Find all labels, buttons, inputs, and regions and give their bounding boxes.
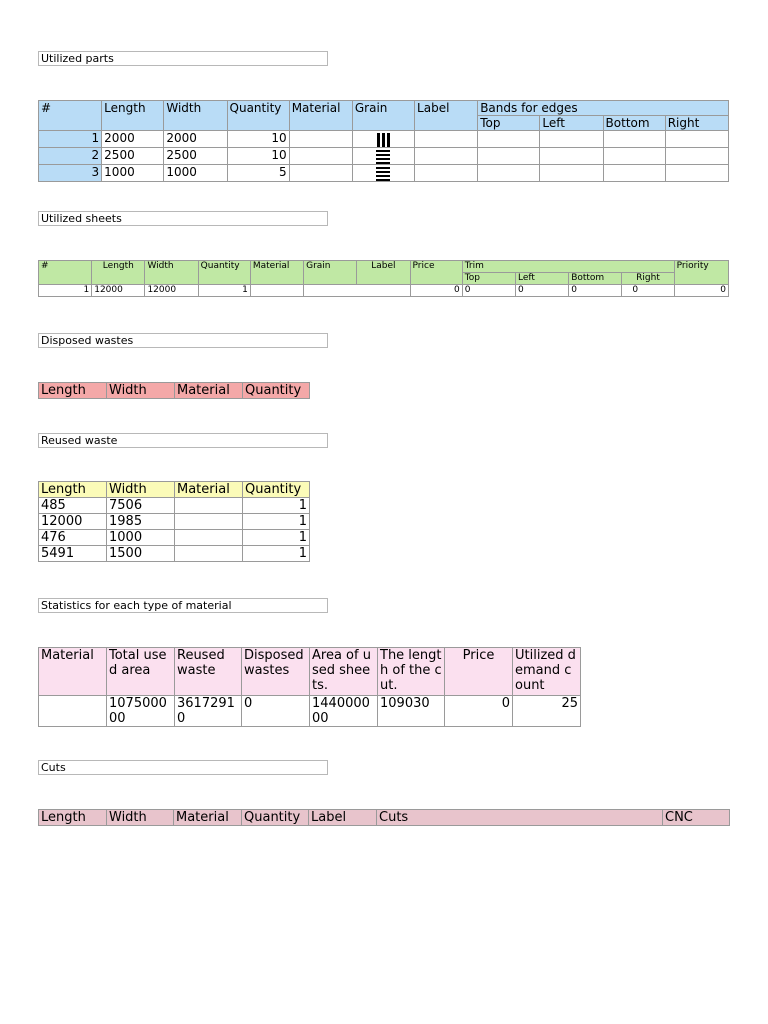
- cuts-header-material: Material: [174, 810, 242, 826]
- sheet-priority: 0: [674, 285, 728, 297]
- cuts-header-cnc: CNC: [663, 810, 730, 826]
- sheets-header-length: Length: [92, 261, 145, 285]
- part-band-left: [540, 165, 603, 182]
- part-width: 2500: [164, 148, 227, 165]
- sheets-header-label: Label: [357, 261, 410, 285]
- parts-header-quantity: Quantity: [227, 101, 289, 131]
- part-band-bottom: [603, 148, 665, 165]
- parts-row: [39, 131, 729, 148]
- sheets-header-material: Material: [250, 261, 303, 285]
- sheet-grain-label: [304, 285, 410, 297]
- part-length: 2000: [102, 131, 164, 148]
- parts-header-top: Top: [478, 116, 540, 131]
- parts-header-right: Right: [665, 116, 728, 131]
- sheets-header-top: Top: [462, 273, 515, 285]
- stats-total: 107500000: [107, 696, 175, 727]
- disposed-header-length: Length: [39, 383, 107, 399]
- stats-header-cut: The length of the cut.: [378, 648, 445, 696]
- part-length: 1000: [102, 165, 164, 182]
- sheets-header-num: #: [39, 261, 92, 285]
- reused-header-length: Length: [39, 482, 107, 498]
- stats-header-material: Material: [39, 648, 107, 696]
- sheet-trim-left: 0: [515, 285, 568, 297]
- part-material: [289, 165, 352, 182]
- parts-header-bands: Bands for edges: [478, 101, 729, 116]
- part-num: 2: [39, 148, 102, 165]
- cuts-table: [38, 809, 730, 826]
- stats-price: 0: [445, 696, 513, 727]
- part-label: [415, 148, 478, 165]
- part-num: 3: [39, 165, 102, 182]
- stats-demand: 25: [513, 696, 581, 727]
- part-band-top: [478, 165, 540, 182]
- horizontal-grain-icon: [376, 167, 390, 181]
- part-quantity: 10: [227, 131, 289, 148]
- part-grain: [352, 131, 414, 148]
- reused-width: 1500: [107, 546, 175, 562]
- sheet-trim-top: 0: [462, 285, 515, 297]
- part-material: [289, 131, 352, 148]
- reused-quantity: 1: [243, 498, 310, 514]
- section-title-sheets: Utilized sheets: [38, 211, 328, 226]
- parts-header-grain: Grain: [352, 101, 414, 131]
- cuts-header-quantity: Quantity: [242, 810, 309, 826]
- stats-area: 144000000: [310, 696, 378, 727]
- reused-length: 476: [39, 530, 107, 546]
- part-width: 2000: [164, 131, 227, 148]
- part-label: [415, 165, 478, 182]
- part-label: [415, 131, 478, 148]
- parts-header-num: #: [39, 101, 102, 131]
- section-title-parts: Utilized parts: [38, 51, 328, 66]
- parts-header-length: Length: [102, 101, 164, 131]
- stats-reused: 36172910: [175, 696, 242, 727]
- part-num: 1: [39, 131, 102, 148]
- reused-quantity: 1: [243, 546, 310, 562]
- reused-material: [175, 514, 243, 530]
- cuts-header-label: Label: [309, 810, 377, 826]
- parts-header-label: Label: [415, 101, 478, 131]
- sheets-header-price: Price: [410, 261, 462, 285]
- sheets-header-grain: Grain: [304, 261, 357, 285]
- disposed-header-material: Material: [175, 383, 243, 399]
- reused-material: [175, 530, 243, 546]
- part-length: 2500: [102, 148, 164, 165]
- disposed-header-row: [39, 383, 310, 399]
- reused-header-material: Material: [175, 482, 243, 498]
- stats-header-demand: Utilized demand count: [513, 648, 581, 696]
- sheet-trim-bottom: 0: [569, 285, 622, 297]
- part-band-bottom: [603, 131, 665, 148]
- part-quantity: 5: [227, 165, 289, 182]
- parts-header-width: Width: [164, 101, 227, 131]
- sheets-row: [39, 285, 729, 297]
- reused-header-quantity: Quantity: [243, 482, 310, 498]
- part-band-right: [665, 131, 728, 148]
- parts-row: [39, 165, 729, 182]
- reused-table: [38, 481, 310, 562]
- sheets-table: [38, 260, 729, 297]
- reused-material: [175, 498, 243, 514]
- reused-width: 1000: [107, 530, 175, 546]
- reused-header-width: Width: [107, 482, 175, 498]
- section-title-stats: Statistics for each type of material: [38, 598, 328, 613]
- sheet-width: 12000: [145, 285, 198, 297]
- sheet-material: [250, 285, 303, 297]
- part-band-bottom: [603, 165, 665, 182]
- disposed-table: [38, 382, 310, 399]
- parts-table: [38, 100, 729, 182]
- reused-row: [39, 514, 310, 530]
- cuts-header-length: Length: [39, 810, 107, 826]
- part-material: [289, 148, 352, 165]
- reused-row: [39, 498, 310, 514]
- stats-header-area: Area of used sheets.: [310, 648, 378, 696]
- part-band-left: [540, 131, 603, 148]
- sheets-header-right: Right: [622, 273, 674, 285]
- cuts-header-cuts: Cuts: [377, 810, 663, 826]
- disposed-header-quantity: Quantity: [243, 383, 310, 399]
- stats-disposed: 0: [242, 696, 310, 727]
- reused-row: [39, 530, 310, 546]
- disposed-header-width: Width: [107, 383, 175, 399]
- reused-length: 5491: [39, 546, 107, 562]
- parts-header-row: [39, 101, 729, 116]
- cuts-header-width: Width: [107, 810, 174, 826]
- part-band-right: [665, 148, 728, 165]
- sheets-header-row: [39, 261, 729, 273]
- part-grain: [352, 148, 414, 165]
- stats-table: [38, 647, 581, 727]
- sheet-trim-right: 0: [622, 285, 674, 297]
- reused-material: [175, 546, 243, 562]
- reused-quantity: 1: [243, 514, 310, 530]
- part-grain: [352, 165, 414, 182]
- section-title-cuts: Cuts: [38, 760, 328, 775]
- reused-length: 12000: [39, 514, 107, 530]
- stats-header-total: Total used area: [107, 648, 175, 696]
- stats-cut: 109030: [378, 696, 445, 727]
- reused-width: 7506: [107, 498, 175, 514]
- part-band-top: [478, 148, 540, 165]
- section-title-disposed: Disposed wastes: [38, 333, 328, 348]
- sheets-header-bottom: Bottom: [569, 273, 622, 285]
- part-quantity: 10: [227, 148, 289, 165]
- reused-row: [39, 546, 310, 562]
- sheet-price: 0: [410, 285, 462, 297]
- reused-quantity: 1: [243, 530, 310, 546]
- reused-header-row: [39, 482, 310, 498]
- sheets-header-left: Left: [515, 273, 568, 285]
- cuts-header-row: [39, 810, 730, 826]
- sheets-header-width: Width: [145, 261, 198, 285]
- sheets-header-quantity: Quantity: [198, 261, 250, 285]
- vertical-grain-icon: [376, 133, 390, 147]
- reused-width: 1985: [107, 514, 175, 530]
- stats-header-price: Price: [445, 648, 513, 696]
- sheet-quantity: 1: [198, 285, 250, 297]
- part-band-left: [540, 148, 603, 165]
- parts-header-left: Left: [540, 116, 603, 131]
- part-width: 1000: [164, 165, 227, 182]
- reused-length: 485: [39, 498, 107, 514]
- stats-header-row: [39, 648, 581, 696]
- part-band-top: [478, 131, 540, 148]
- horizontal-grain-icon: [376, 150, 390, 164]
- sheets-header-priority: Priority: [674, 261, 728, 285]
- parts-header-bottom: Bottom: [603, 116, 665, 131]
- sheet-length: 12000: [92, 285, 145, 297]
- stats-row: [39, 696, 581, 727]
- stats-header-disposed: Disposed wastes: [242, 648, 310, 696]
- sheet-num: 1: [39, 285, 92, 297]
- section-title-reused: Reused waste: [38, 433, 328, 448]
- sheets-header-trim: Trim: [462, 261, 674, 273]
- part-band-right: [665, 165, 728, 182]
- parts-header-material: Material: [289, 101, 352, 131]
- stats-material: [39, 696, 107, 727]
- parts-row: [39, 148, 729, 165]
- stats-header-reused: Reused waste: [175, 648, 242, 696]
